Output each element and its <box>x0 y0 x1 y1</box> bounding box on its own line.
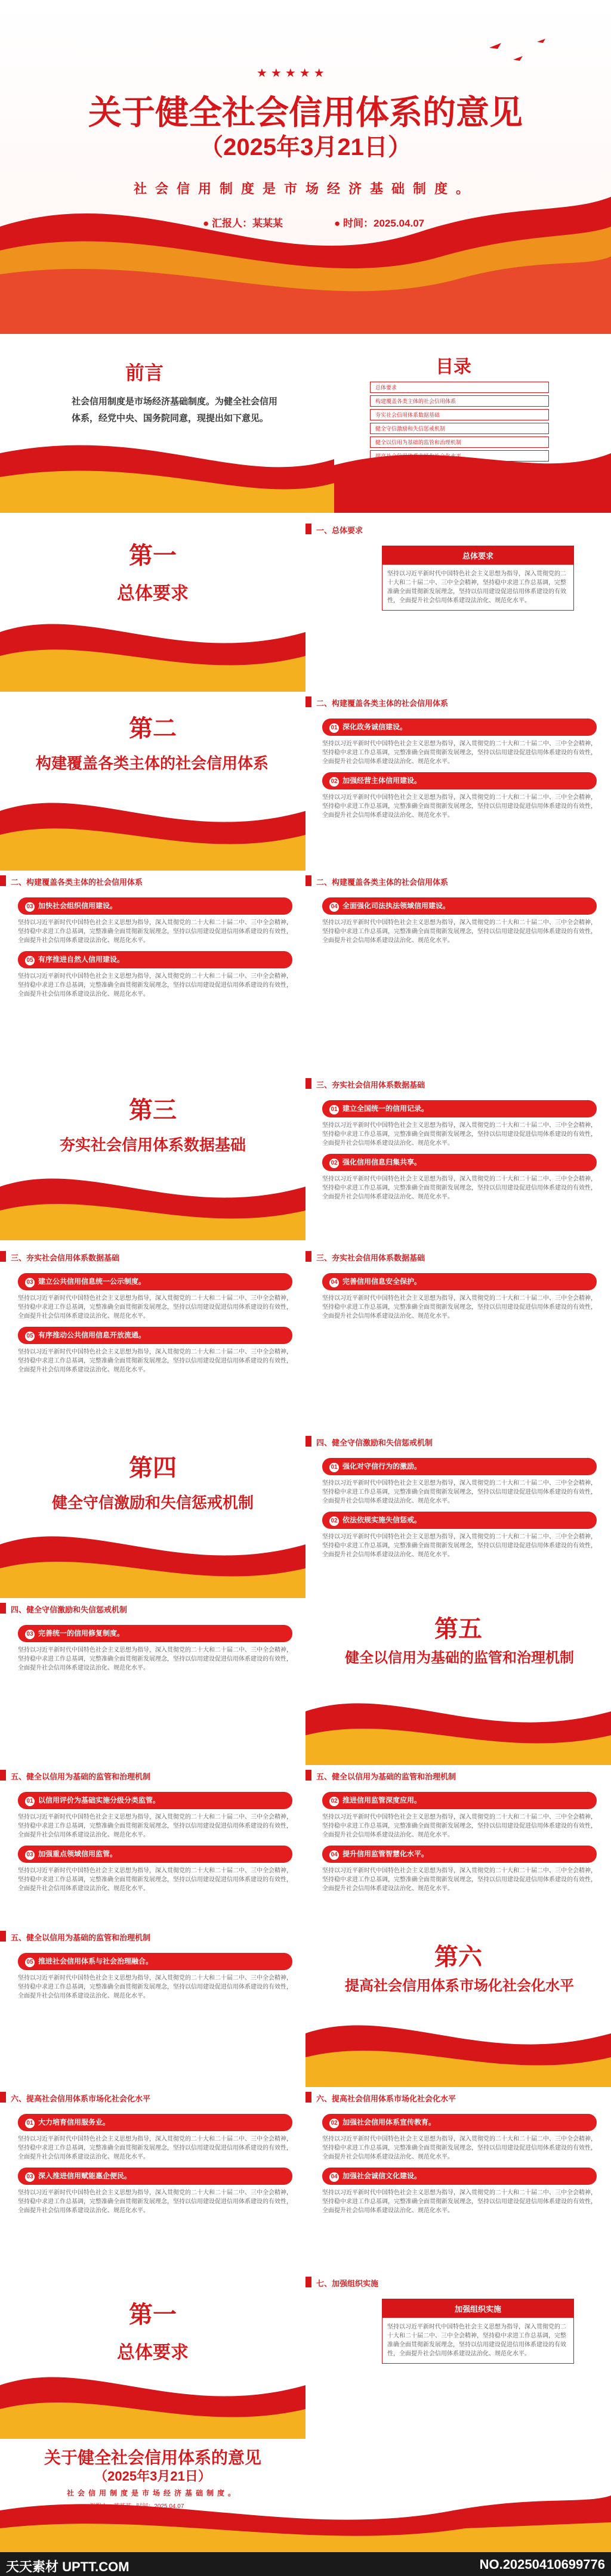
closing-title: 关于健全社会信用体系的意见 <box>44 2448 261 2467</box>
section-3-slide: 第三 夯实社会信用体系数据基础 三、夯实社会信用体系数据基础 01 建立全国统一的信用记录。 坚持以习近平新时代中国特色社会主义思想为指导，深入贯彻党的二十大和二十届二中、三中全会精神，坚持稳中求进工作总基调，完整准确全面贯彻新发展理念，坚持以信用建设促进信用体系建设的有效性，全面提升社会信用体系建设法治化、规范化水平。 02 强化信用信息归集共享。 坚持以习近平新时代中国特色社会主义思想为指导，深入贯彻党的二十大和二十届二中、三中全会精神，坚持稳中求进工作总基调，完整准确全面贯彻新发展理念，坚持以信用建设促进信用体系建设的有效性，全面提升社会信用体系建设法治化、规范化水平。 三、夯实社会信用体系数据基础 03 建立公共信用信息统一公示制度。 坚持以习近平新时代中国特色社会主义思想为指导，深入贯彻党的二十大和二十届二中、三中全会精神，坚持稳中求进工作总基调，完整准确全面贯彻新发展理念，坚持以信用建设促进信用体系建设的有效性，全面提升社会信用体系建设法治化、规范化水平。 05 有序推动公共信用信息开放流通。 坚持以习近平新时代中国特色社会主义思想为指导，深入贯彻党的二十大和二十届二中、三中全会精神，坚持稳中求进工作总基调，完整准确全面贯彻新发展理念，坚持以信用建设促进信用体系建设的有效性，全面提升社会信用体系建设法治化、规范化水平。 三、夯实社会信用体系数据基础 04 完善信用信息安全保护。 坚持以习近平新时代中国特色社会主义思想为指导，深入贯彻党的二十大和二十届二中、三中全会精神，坚持稳中求进工作总基调，完整准确全面贯彻新发展理念，坚持以信用建设促进信用体系建设的有效性，全面提升社会信用体系建设法治化、规范化水平。 <box>0 1073 611 1431</box>
slide-header: 五、健全以信用为基础的监管和治理机制 <box>0 1765 306 1785</box>
slide-header: 二、构建覆盖各类主体的社会信用体系 <box>0 871 306 891</box>
closing-meta: 汇报人：某某某 时间：2025.04.07 <box>90 2503 184 2510</box>
box-text: 坚持以习近平新时代中国特色社会主义思想为指导，深入贯彻党的二十大和二十届二中、三中全会精神，坚持稳中求进工作总基调，完整准确全面贯彻新发展理念，坚持以信用建设促进信用体系建设的有效性，全面提升社会信用体系建设法治化、规范化水平。 <box>387 2324 566 2357</box>
section-5-slide: 五、健全以信用为基础的监管和治理机制 01 以信用评价为基础实施分级分类监管。 坚持以习近平新时代中国特色社会主义思想为指导，深入贯彻党的二十大和二十届二中、三中全会精神，坚持稳中求进工作总基调，完整准确全面贯彻新发展理念，坚持以信用建设促进信用体系建设的有效性，全面提升社会信用体系建设法治化、规范化水平。 03 加强重点领域信用监管。 坚持以习近平新时代中国特色社会主义思想为指导，深入贯彻党的二十大和二十届二中、三中全会精神，坚持稳中求进工作总基调，完整准确全面贯彻新发展理念，坚持以信用建设促进信用体系建设的有效性，全面提升社会信用体系建设法治化、规范化水平。 五、健全以信用为基础的监管和治理机制 02 推进信用监管深度应用。 坚持以习近平新时代中国特色社会主义思想为指导，深入贯彻党的二十大和二十届二中、三中全会精神，坚持稳中求进工作总基调，完整准确全面贯彻新发展理念，坚持以信用建设促进信用体系建设的有效性，全面提升社会信用体系建设法治化、规范化水平。 04 提升信用监管智慧化水平。 坚持以习近平新时代中国特色社会主义思想为指导，深入贯彻党的二十大和二十届二中、三中全会精神，坚持稳中求进工作总基调，完整准确全面贯彻新发展理念，坚持以信用建设促进信用体系建设的有效性，全面提升社会信用体系建设法治化、规范化水平。 五、健全以信用为基础的监管和治理机制 05 推进社会信用体系与社会治理融合。 坚持以习近平新时代中国特色社会主义思想为指导，深入贯彻党的二十大和二十届二中、三中全会精神，坚持稳中求进工作总基调，完整准确全面贯彻新发展理念，坚持以信用建设促进信用体系建设的有效性，全面提升社会信用体系建设法治化、规范化水平。 第六 提高社会信用体系市场化社会化水平 <box>0 1765 611 2087</box>
cover-reporter: ● 汇报人：某某某 <box>203 218 283 229</box>
slide-header: 一、总体要求 <box>306 519 611 539</box>
slide-header: 六、提高社会信用体系市场化社会化水平 <box>0 2087 306 2107</box>
section-no: 第六 <box>434 1944 482 1970</box>
footer-right: NO.20250410699776 <box>479 2557 605 2572</box>
item-pill: 05 推进社会信用体系与社会治理融合。 <box>18 1953 292 1970</box>
slide-header: 四、健全守信激励和失信惩戒机制 <box>306 1431 611 1451</box>
section-title: 总体要求 <box>117 2343 189 2363</box>
item-pill: 05 有序推动公共信用信息开放流通。 <box>18 1327 292 1344</box>
item-pill: 03 加强重点领域信用监管。 <box>18 1846 292 1863</box>
toc-item[interactable]: 健全以信用为基础的监管和治理机制 <box>370 436 549 448</box>
slide-header: 六、提高社会信用体系市场化社会化水平 <box>306 2087 611 2107</box>
section-2-slide: 第二 构建覆盖各类主体的社会信用体系 二、构建覆盖各类主体的社会信用体系 01 深化政务诚信建设。 坚持以习近平新时代中国特色社会主义思想为指导，深入贯彻党的二十大和二十届二中、三中全会精神，坚持稳中求进工作总基调，完整准确全面贯彻新发展理念，坚持以信用建设促进信用体系建设的有效性，全面提升社会信用体系建设法治化、规范化水平。 02 加强经营主体信用建设。 坚持以习近平新时代中国特色社会主义思想为指导，深入贯彻党的二十大和二十届二中、三中全会精神，坚持稳中求进工作总基调，完整准确全面贯彻新发展理念，坚持以信用建设促进信用体系建设的有效性，全面提升社会信用体系建设法治化、规范化水平。 二、构建覆盖各类主体的社会信用体系 03 加快社会组织信用建设。 坚持以习近平新时代中国特色社会主义思想为指导，深入贯彻党的二十大和二十届二中、三中全会精神，坚持稳中求进工作总基调，完整准确全面贯彻新发展理念，坚持以信用建设促进信用体系建设的有效性，全面提升社会信用体系建设法治化、规范化水平。 05 有序推进自然人信用建设。 坚持以习近平新时代中国特色社会主义思想为指导，深入贯彻党的二十大和二十届二中、三中全会精神，坚持稳中求进工作总基调，完整准确全面贯彻新发展理念，坚持以信用建设促进信用体系建设的有效性，全面提升社会信用体系建设法治化、规范化水平。 二、构建覆盖各类主体的社会信用体系 04 全面强化司法执法领域信用建设。 坚持以习近平新时代中国特色社会主义思想为指导，深入贯彻党的二十大和二十届二中、三中全会精神，坚持稳中求进工作总基调，完整准确全面贯彻新发展理念，坚持以信用建设促进信用体系建设的有效性，全面提升社会信用体系建设法治化、规范化水平。 <box>0 692 611 1073</box>
slide-header: 五、健全以信用为基础的监管和治理机制 <box>0 1926 306 1946</box>
toc-item[interactable]: 健全守信激励和失信惩戒机制 <box>370 423 549 434</box>
toc-item[interactable]: 提高社会信用体系市场化社会化水平 <box>370 450 549 462</box>
toc-title: 目录 <box>436 357 471 377</box>
section-title: 构建覆盖各类主体的社会信用体系 <box>36 754 269 772</box>
section-4-slide: 第四 健全守信激励和失信惩戒机制 四、健全守信激励和失信惩戒机制 01 强化对守信行为的激励。 坚持以习近平新时代中国特色社会主义思想为指导，深入贯彻党的二十大和二十届二中、三中全会精神，坚持稳中求进工作总基调，完整准确全面贯彻新发展理念，坚持以信用建设促进信用体系建设的有效性，全面提升社会信用体系建设法治化、规范化水平。 02 依法依规实施失信惩戒。 坚持以习近平新时代中国特色社会主义思想为指导，深入贯彻党的二十大和二十届二中、三中全会精神，坚持稳中求进工作总基调，完整准确全面贯彻新发展理念，坚持以信用建设促进信用体系建设的有效性，全面提升社会信用体系建设法治化、规范化水平。 四、健全守信激励和失信惩戒机制 03 完善统一的信用修复制度。 坚持以习近平新时代中国特色社会主义思想为指导，深入贯彻党的二十大和二十届二中、三中全会精神，坚持稳中求进工作总基调，完整准确全面贯彻新发展理念，坚持以信用建设促进信用体系建设的有效性，全面提升社会信用体系建设法治化、规范化水平。 第五 健全以信用为基础的监管和治理机制 <box>0 1431 611 1765</box>
item-pill: 01 大力培育信用服务业。 <box>18 2114 292 2131</box>
cover-date: （2025年3月21日） <box>199 134 412 160</box>
watermark-footer <box>0 2552 611 2576</box>
item-pill: 03 加快社会组织信用建设。 <box>18 897 292 915</box>
slide-header: 二、构建覆盖各类主体的社会信用体系 <box>306 871 611 891</box>
item-pill: 04 完善信用信息安全保护。 <box>322 1273 597 1290</box>
section-no: 第四 <box>129 1455 177 1481</box>
section-title: 健全守信激励和失信惩戒机制 <box>51 1494 254 1512</box>
slide-header: 七、加强组织实施 <box>306 2272 611 2292</box>
item-pill: 03 完善统一的信用修复制度。 <box>18 1625 292 1642</box>
section-7-slide <box>0 2272 611 2439</box>
toc-item[interactable]: 构建覆盖各类主体的社会信用体系 <box>370 395 549 407</box>
section-title: 夯实社会信用体系数据基础 <box>59 1136 246 1154</box>
slide-header: 二、构建覆盖各类主体的社会信用体系 <box>306 692 611 712</box>
toc-item[interactable]: 总体要求 <box>370 382 549 393</box>
item-pill: 01 深化政务诚信建设。 <box>322 719 597 736</box>
section-6-slide: 六、提高社会信用体系市场化社会化水平 01 大力培育信用服务业。 坚持以习近平新时代中国特色社会主义思想为指导，深入贯彻党的二十大和二十届二中、三中全会精神，坚持稳中求进工作总基调，完整准确全面贯彻新发展理念，坚持以信用建设促进信用体系建设的有效性，全面提升社会信用体系建设法治化、规范化水平。 03 深入推进信用赋能惠企便民。 坚持以习近平新时代中国特色社会主义思想为指导，深入贯彻党的二十大和二十届二中、三中全会精神，坚持稳中求进工作总基调，完整准确全面贯彻新发展理念，坚持以信用建设促进信用体系建设的有效性，全面提升社会信用体系建设法治化、规范化水平。 六、提高社会信用体系市场化社会化水平 02 加强社会信用体系宣传教育。 坚持以习近平新时代中国特色社会主义思想为指导，深入贯彻党的二十大和二十届二中、三中全会精神，坚持稳中求进工作总基调，完整准确全面贯彻新发展理念，坚持以信用建设促进信用体系建设的有效性，全面提升社会信用体系建设法治化、规范化水平。 04 加强社会诚信文化建设。 坚持以习近平新时代中国特色社会主义思想为指导，深入贯彻党的二十大和二十届二中、三中全会精神，坚持稳中求进工作总基调，完整准确全面贯彻新发展理念，坚持以信用建设促进信用体系建设的有效性，全面提升社会信用体系建设法治化、规范化水平。 <box>0 2087 611 2272</box>
box-text: 坚持以习近平新时代中国特色社会主义思想为指导，深入贯彻党的二十大和二十届二中、三中全会精神，坚持稳中求进工作总基调，完整准确全面贯彻新发展理念，坚持以信用建设促进信用体系建设的有效性，全面提升社会信用体系建设法治化、规范化水平。 <box>387 571 566 604</box>
closing-slide <box>0 2439 611 2552</box>
box-title: 加强组织实施 <box>382 2299 573 2318</box>
preface-slide <box>0 334 611 513</box>
slide-header: 五、健全以信用为基础的监管和治理机制 <box>306 1765 611 1785</box>
content-box <box>382 2299 574 2364</box>
section-no: 第一 <box>129 543 177 569</box>
section-title: 总体要求 <box>117 584 189 603</box>
item-pill: 05 有序推进自然人信用建设。 <box>18 951 292 968</box>
item-pill: 02 加强经营主体信用建设。 <box>322 772 597 789</box>
content-box <box>382 546 574 611</box>
slide-header: 四、健全守信激励和失信惩戒机制 <box>0 1598 306 1618</box>
cover-slide <box>0 0 611 334</box>
section-1-slide <box>0 513 611 692</box>
item-pill: 04 加强社会诚信文化建设。 <box>322 2168 597 2185</box>
section-title: 提高社会信用体系市场化社会化水平 <box>345 1978 574 1994</box>
section-no: 第二 <box>129 716 177 742</box>
cover-wave-icon <box>0 0 611 334</box>
cover-title: 关于健全社会信用体系的意见 <box>88 94 523 131</box>
toc-item[interactable]: 夯实社会信用体系数据基础 <box>370 409 549 420</box>
section-no: 第一 <box>129 2302 177 2328</box>
cover-time: ● 时间：2025.04.07 <box>334 218 425 229</box>
section-title: 健全以信用为基础的监管和治理机制 <box>345 1650 574 1666</box>
toc-item[interactable]: 加强组织实施 <box>370 464 549 475</box>
item-pill: 03 深入推进信用赋能惠企便民。 <box>18 2168 292 2185</box>
section-no: 第三 <box>129 1097 177 1123</box>
toc-list <box>370 382 549 478</box>
preface-text: 社会信用制度是市场经济基础制度。为健全社会信用体系，经党中央、国务院同意，现提出如下意见。 <box>72 397 278 423</box>
item-pill: 01 建立全国统一的信用记录。 <box>322 1100 597 1117</box>
item-pill: 04 全面强化司法执法领域信用建设。 <box>322 897 597 915</box>
item-pill: 02 强化信用信息归集共享。 <box>322 1154 597 1171</box>
item-pill: 02 推进信用监管深度应用。 <box>322 1792 597 1809</box>
item-pill: 02 依法依规实施失信惩戒。 <box>322 1512 597 1529</box>
footer-left: 天天素材 UPTT.COM <box>6 2559 129 2574</box>
user-icon: ● <box>203 218 209 229</box>
slide-header: 三、夯实社会信用体系数据基础 <box>306 1246 611 1267</box>
item-pill: 01 以信用评价为基础实施分级分类监管。 <box>18 1792 292 1809</box>
closing-date: （2025年3月21日） <box>94 2469 211 2484</box>
slide-header: 三、夯实社会信用体系数据基础 <box>306 1073 611 1094</box>
item-pill: 02 加强社会信用体系宣传教育。 <box>322 2114 597 2131</box>
box-title: 总体要求 <box>382 546 573 565</box>
preface-title: 前言 <box>125 362 164 383</box>
closing-slogan: 社会信用制度是市场经济基础制度。 <box>66 2489 239 2497</box>
cover-slogan: 社会信用制度是市场经济基础制度。 <box>133 181 477 196</box>
clock-icon: ● <box>334 218 341 229</box>
cover-stars: ★★★★★ <box>257 67 328 80</box>
section-no: 第五 <box>434 1616 482 1642</box>
item-pill: 01 强化对守信行为的激励。 <box>322 1458 597 1475</box>
slide-header: 三、夯实社会信用体系数据基础 <box>0 1246 306 1267</box>
item-pill: 04 提升信用监管智慧化水平。 <box>322 1846 597 1863</box>
item-pill: 03 建立公共信用信息统一公示制度。 <box>18 1273 292 1290</box>
